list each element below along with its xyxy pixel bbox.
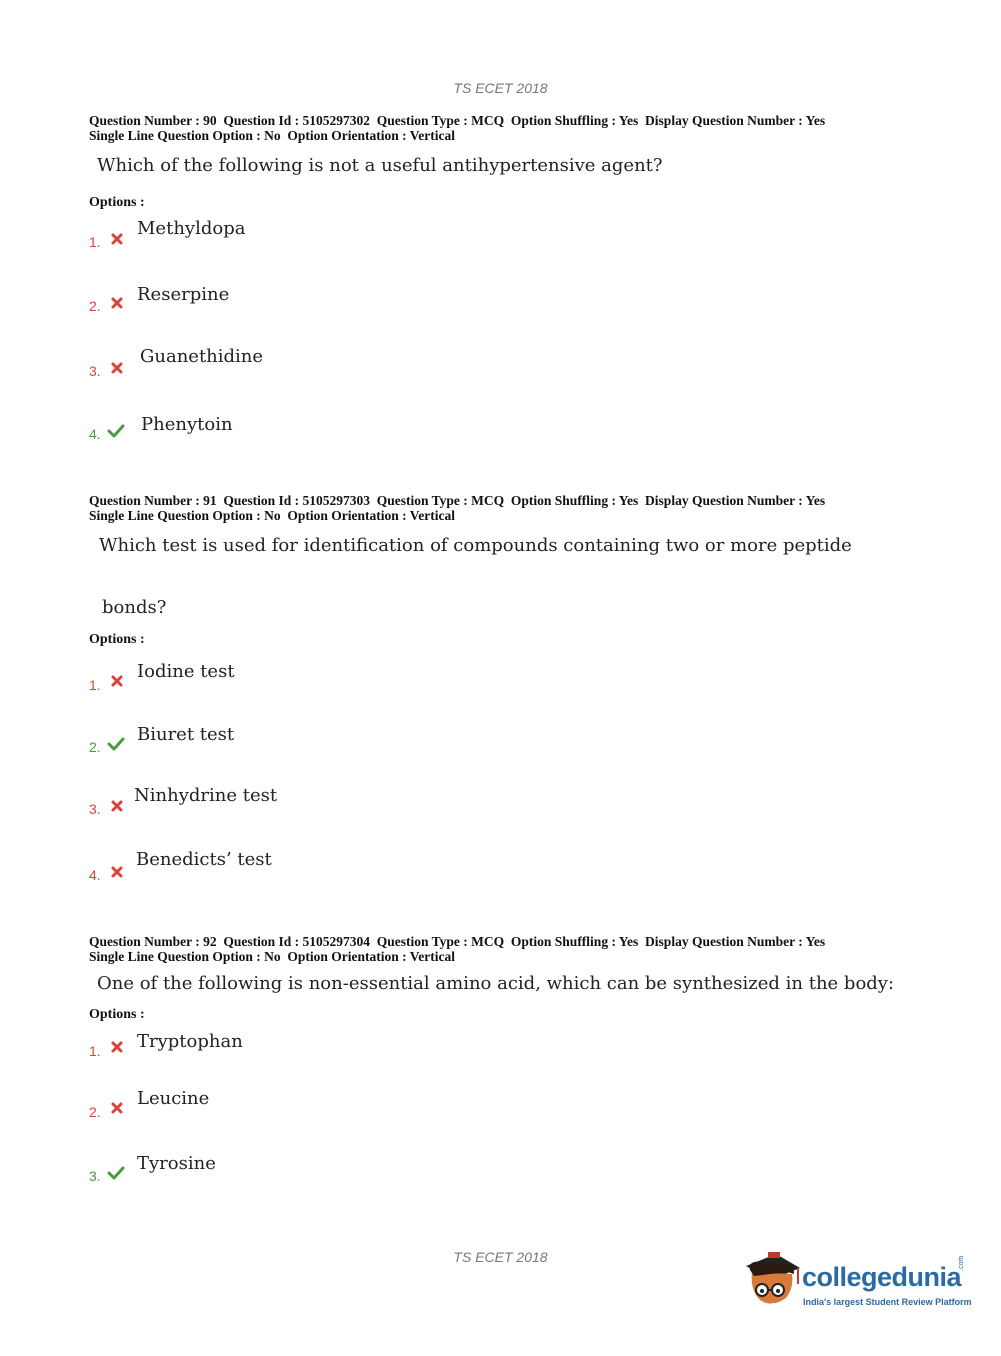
cross-icon	[108, 360, 126, 376]
question-text: Which of the following is not a useful antihypertensive agent?	[97, 155, 663, 176]
options-label: Options :	[89, 632, 145, 647]
question-text: Which test is used for identification of compounds containing two or more peptide	[99, 535, 852, 556]
option-number: 2.	[89, 298, 101, 314]
option-text: Iodine test	[137, 661, 235, 682]
page-header: TS ECET 2018	[453, 80, 548, 96]
option-number: 2.	[89, 739, 101, 755]
options-label: Options :	[89, 1007, 145, 1022]
cross-icon	[108, 1100, 126, 1116]
option-text: Methyldopa	[137, 218, 246, 239]
option-text: Phenytoin	[141, 414, 233, 435]
option-text: Tryptophan	[137, 1031, 243, 1052]
option-number: 4.	[89, 867, 101, 883]
check-icon	[107, 1165, 125, 1181]
question-meta-line2: Single Line Question Option : No Option Orientation : Vertical	[89, 508, 456, 523]
option-text: Guanethidine	[140, 346, 264, 367]
question-text: One of the following is non-essential amino acid, which can be synthesized in the body:	[97, 973, 895, 994]
option-number: 1.	[89, 677, 101, 693]
option-number: 4.	[89, 426, 101, 442]
option-text: Ninhydrine test	[134, 785, 278, 806]
option-number: 3.	[89, 1168, 101, 1184]
collegedunia-mascot-icon	[742, 1250, 802, 1318]
cross-icon	[108, 673, 126, 689]
option-text: Reserpine	[137, 284, 230, 305]
logo-tagline: India's largest Student Review Platform	[803, 1297, 972, 1307]
question-meta-line1: Question Number : 92 Question Id : 5105297304 Question Type : MCQ Option Shuffling : Yes Display Question Number : Yes	[89, 934, 826, 949]
question-meta-line1: Question Number : 91 Question Id : 5105297303 Question Type : MCQ Option Shuffling : Yes Display Question Number : Yes	[89, 493, 826, 508]
options-label: Options :	[89, 195, 145, 210]
option-number: 3.	[89, 801, 101, 817]
cross-icon	[108, 864, 126, 880]
option-text: Tyrosine	[137, 1153, 216, 1174]
cross-icon	[108, 295, 126, 311]
question-meta-line2: Single Line Question Option : No Option Orientation : Vertical	[89, 949, 456, 964]
cross-icon	[108, 231, 126, 247]
option-number: 3.	[89, 363, 101, 379]
check-icon	[107, 736, 125, 752]
check-icon	[107, 423, 125, 439]
question-meta-line2: Single Line Question Option : No Option Orientation : Vertical	[89, 128, 456, 143]
option-text: Leucine	[137, 1088, 210, 1109]
option-number: 2.	[89, 1104, 101, 1120]
cross-icon	[108, 1039, 126, 1055]
question-text-continued: bonds?	[102, 597, 167, 618]
option-text: Biuret test	[137, 724, 235, 745]
logo-com-suffix: .com	[958, 1255, 965, 1271]
page-footer: TS ECET 2018	[453, 1249, 548, 1265]
question-meta-line1: Question Number : 90 Question Id : 5105297302 Question Type : MCQ Option Shuffling : Yes Display Question Number : Yes	[89, 113, 826, 128]
logo-wordmark: collegedunia	[802, 1262, 962, 1292]
cross-icon	[108, 798, 126, 814]
option-number: 1.	[89, 234, 101, 250]
option-text: Benedicts’ test	[136, 849, 272, 870]
option-number: 1.	[89, 1043, 101, 1059]
